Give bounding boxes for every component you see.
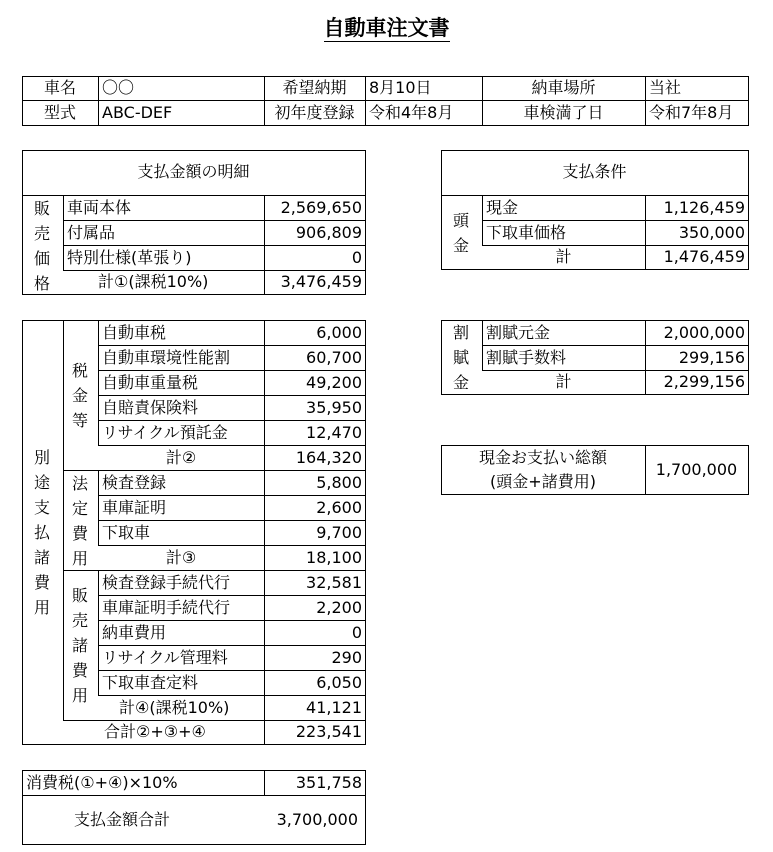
tax-group-label: 税 金 等 <box>71 361 88 430</box>
inspection-registration-label: 検査登録 <box>102 473 167 492</box>
vehicle-body-label: 車両本体 <box>67 198 132 217</box>
special-spec-value: 0 <box>351 248 362 267</box>
automobile-tax-value: 6,000 <box>316 323 362 342</box>
installment-principal-value: 2,000,000 <box>663 323 745 342</box>
payment-detail-heading: 支払金額の明細 <box>137 162 250 181</box>
cash-total-label-line2: (頭金+諸費用) <box>490 472 596 491</box>
trade-in-price-value: 350,000 <box>678 223 745 242</box>
registration-agency-value: 32,581 <box>306 573 362 592</box>
installment-fee-label: 割賦手数料 <box>486 348 567 367</box>
inspection-expiry-value: 令和7年8月 <box>649 103 734 122</box>
consumption-tax-value: 351,758 <box>295 773 362 792</box>
garage-agency-label: 車庫証明手続代行 <box>102 598 231 617</box>
consumption-tax-label: 消費税(①+④)×10% <box>26 773 178 792</box>
trade-in-car-label: 下取車 <box>102 523 151 542</box>
cash-total-value: 1,700,000 <box>655 460 738 479</box>
installment-label: 割 賦 金 <box>452 323 469 392</box>
document-title: 自動車注文書 <box>323 16 450 40</box>
recycle-deposit-value: 12,470 <box>306 423 362 442</box>
environmental-tax-value: 60,700 <box>306 348 362 367</box>
registration-agency-label: 検査登録手続代行 <box>102 573 231 592</box>
car-name-value: 〇〇 <box>102 78 135 97</box>
garage-agency-value: 2,200 <box>316 598 362 617</box>
garage-certificate-value: 2,600 <box>316 498 362 517</box>
liability-insurance-label: 自賠責保険料 <box>102 398 199 417</box>
subtotal-1-label: 計①(課税10%) <box>98 272 209 291</box>
delivery-fee-label: 納車費用 <box>102 623 167 642</box>
subtotal-4-value: 41,121 <box>306 698 362 717</box>
installment-fee-value: 299,156 <box>678 348 745 367</box>
delivery-place-label: 納車場所 <box>531 78 596 97</box>
garage-certificate-label: 車庫証明 <box>102 498 167 517</box>
liability-insurance-value: 35,950 <box>306 398 362 417</box>
trade-in-car-value: 9,700 <box>316 523 362 542</box>
delivery-date-value: 8月10日 <box>369 78 432 97</box>
recycle-management-value: 290 <box>331 648 362 667</box>
installment-total-value: 2,299,156 <box>663 372 745 391</box>
grand-subtotal-value: 223,541 <box>295 722 362 741</box>
down-total-value: 1,476,459 <box>663 247 745 266</box>
trade-in-price-label: 下取車価格 <box>486 223 567 242</box>
subtotal-1-value: 3,476,459 <box>280 272 362 291</box>
recycle-management-label: リサイクル管理料 <box>102 648 228 667</box>
delivery-date-label: 希望納期 <box>282 78 347 97</box>
cash-label: 現金 <box>486 198 519 217</box>
subtotal-3-value: 18,100 <box>306 548 362 567</box>
special-spec-label: 特別仕様(革張り) <box>67 248 192 267</box>
accessories-value: 906,809 <box>295 223 362 242</box>
payment-total-label: 支払金額合計 <box>73 810 170 829</box>
inspection-expiry-label: 車検満了日 <box>523 103 604 122</box>
cash-total-label-line1: 現金お支払い総額 <box>478 448 607 467</box>
delivery-place-value: 当社 <box>649 78 682 97</box>
trade-in-appraisal-label: 下取車査定料 <box>102 673 199 692</box>
delivery-fee-value: 0 <box>351 623 362 642</box>
recycle-deposit-label: リサイクル預託金 <box>102 423 228 442</box>
environmental-tax-label: 自動車環境性能割 <box>102 348 231 367</box>
sales-fee-group-label: 販 売 諸 費 用 <box>71 586 88 705</box>
vehicle-body-value: 2,569,650 <box>280 198 362 217</box>
subtotal-3-label: 計③ <box>165 548 197 567</box>
sales-price-label: 販 売 価 格 <box>33 199 50 293</box>
model-label: 型式 <box>43 103 76 122</box>
accessories-label: 付属品 <box>67 223 116 242</box>
grand-subtotal-label: 合計②+③+④ <box>104 722 206 741</box>
inspection-registration-value: 5,800 <box>316 473 362 492</box>
installment-principal-label: 割賦元金 <box>486 323 551 342</box>
weight-tax-label: 自動車重量税 <box>102 373 199 392</box>
car-name-label: 車名 <box>43 78 76 97</box>
subtotal-2-label: 計② <box>165 448 197 467</box>
first-registration-label: 初年度登録 <box>274 103 355 122</box>
down-total-label: 計 <box>555 247 572 266</box>
first-registration-value: 令和4年8月 <box>369 103 454 122</box>
subtotal-2-value: 164,320 <box>295 448 362 467</box>
automobile-tax-label: 自動車税 <box>102 323 167 342</box>
legal-fee-group-label: 法 定 費 用 <box>71 474 88 568</box>
cash-value: 1,126,459 <box>663 198 745 217</box>
weight-tax-value: 49,200 <box>306 373 362 392</box>
payment-total-value: 3,700,000 <box>276 810 358 829</box>
other-costs-label: 別 途 支 払 諸 費 用 <box>33 448 50 617</box>
subtotal-4-label: 計④(課税10%) <box>119 698 230 717</box>
down-payment-label: 頭 金 <box>452 211 469 255</box>
installment-total-label: 計 <box>555 372 572 391</box>
trade-in-appraisal-value: 6,050 <box>316 673 362 692</box>
model-value: ABC-DEF <box>102 103 173 122</box>
payment-terms-heading: 支払条件 <box>562 162 627 181</box>
